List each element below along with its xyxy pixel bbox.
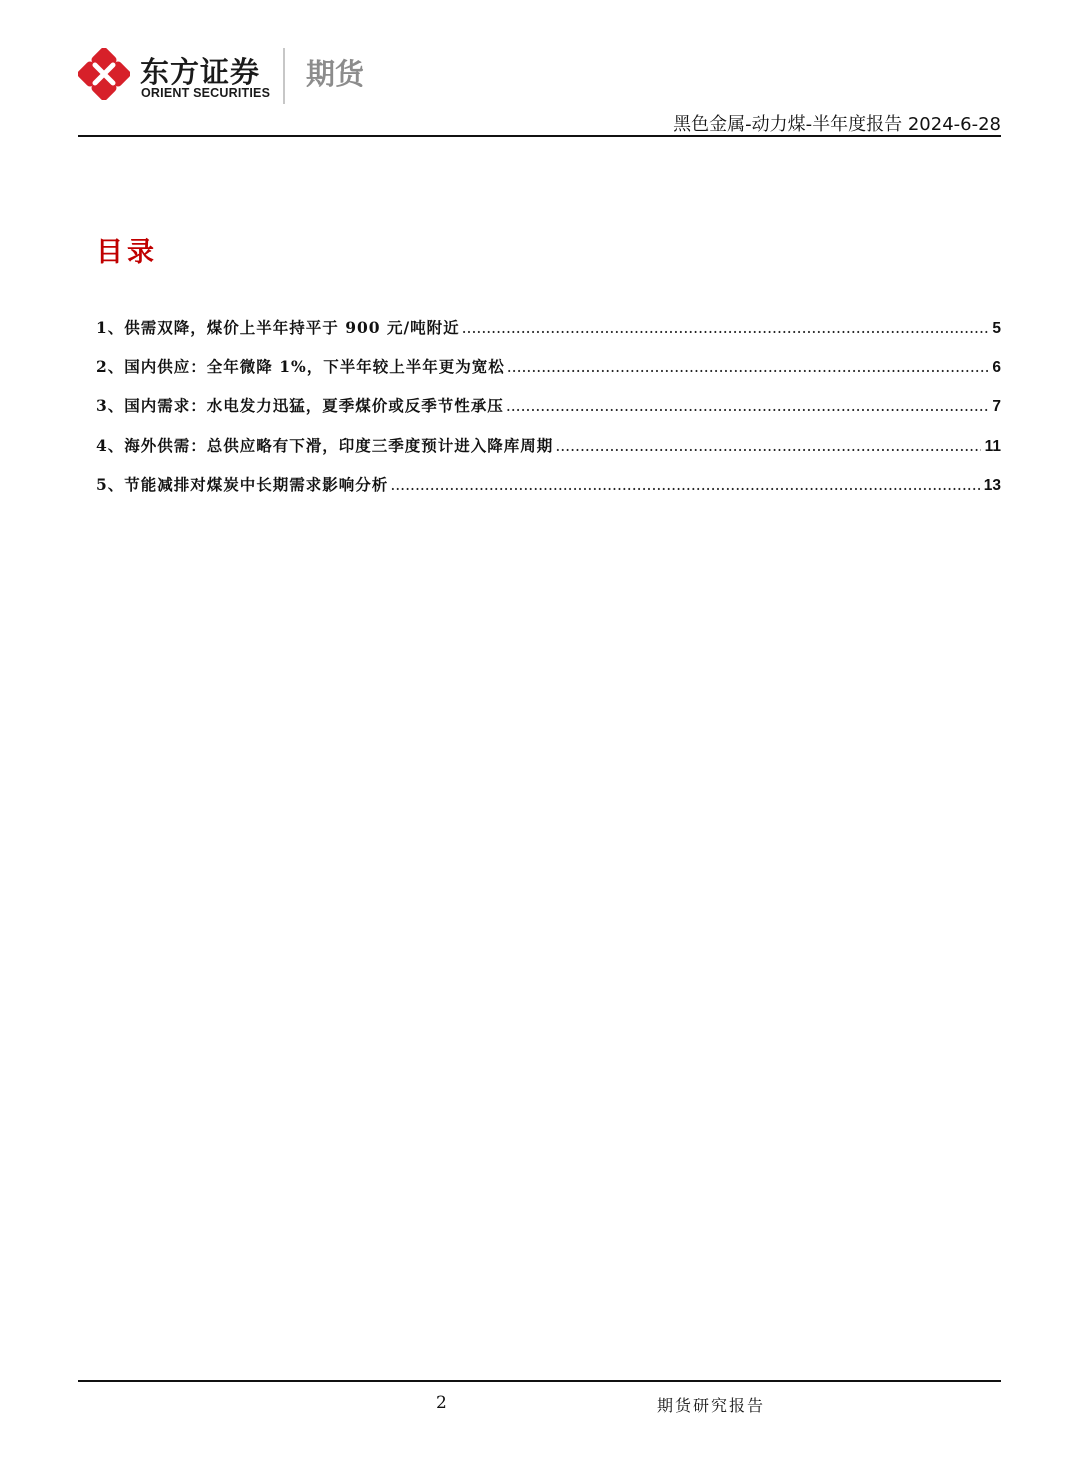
toc-entry-text: 供需双降，煤价上半年持平于 900 元/吨附近 [124, 318, 460, 337]
toc-entry-4[interactable] [96, 434, 1001, 473]
header-divider [78, 135, 1001, 137]
toc-entry-number: 2、 [96, 357, 125, 377]
report-header-title: 黑色金属-动力煤-半年度报告 2024-6-28 [673, 114, 1001, 135]
footer-label: 期货研究报告 [657, 1396, 766, 1415]
toc-entry-page: 11 [984, 437, 1001, 455]
brand-logo [78, 46, 378, 106]
logo-divider [283, 48, 285, 104]
toc-dot-leader [390, 476, 979, 494]
orient-securities-logo-icon [78, 48, 130, 100]
toc-dot-leader [462, 319, 989, 337]
toc-dot-leader [555, 437, 980, 455]
brand-division: 期货 [306, 57, 365, 91]
toc-entry-text: 节能减排对煤炭中长期需求影响分析 [124, 474, 389, 494]
toc-entry-page: 7 [992, 398, 1001, 416]
toc-entry-3[interactable] [96, 394, 1001, 433]
toc-entry-number: 4、 [96, 435, 125, 455]
toc-list [96, 316, 1001, 512]
toc-entry-page: 5 [992, 320, 1001, 337]
toc-entry-5[interactable] [96, 473, 1001, 512]
toc-entry-number: 1、 [96, 318, 125, 337]
toc-entry-number: 3、 [96, 396, 125, 416]
toc-entry-text: 国内需求：水电发力迅猛，夏季煤价或反季节性承压 [124, 396, 504, 416]
toc-heading: 目录 [96, 237, 158, 268]
footer-page-number: 2 [436, 1393, 447, 1413]
toc-entry-number: 5、 [96, 474, 125, 494]
footer-divider [78, 1380, 1001, 1382]
toc-entry-page: 13 [983, 476, 1001, 494]
toc-entry-1[interactable] [96, 316, 1001, 355]
toc-dot-leader [506, 397, 989, 415]
brand-name-en: ORIENT SECURITIES [141, 86, 271, 100]
brand-name-cn: 东方证券 [140, 55, 261, 89]
toc-entry-2[interactable] [96, 355, 1001, 394]
toc-entry-text: 海外供需：总供应略有下滑，印度三季度预计进入降库周期 [124, 435, 554, 455]
toc-dot-leader [507, 358, 989, 376]
toc-entry-text: 国内供应：全年微降 1%，下半年较上半年更为宽松 [124, 357, 505, 377]
toc-entry-page: 6 [992, 359, 1001, 377]
